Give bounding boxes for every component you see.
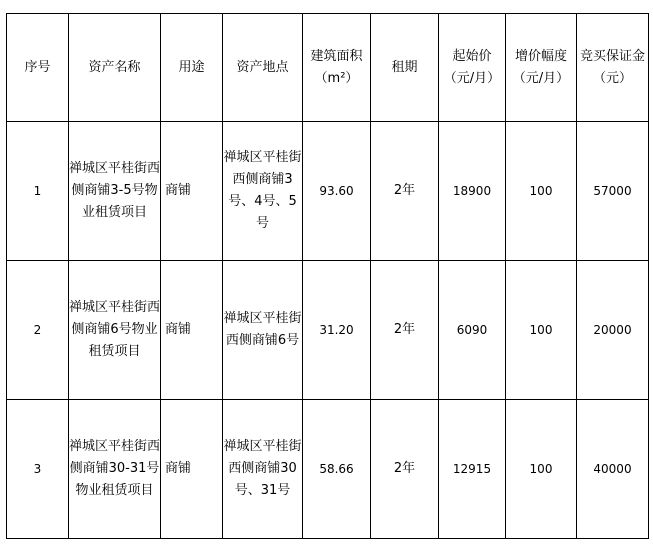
header-area-unit: （m²） — [314, 70, 359, 86]
cell-use: 商铺 — [161, 261, 223, 400]
cell-increment: 100 — [506, 261, 577, 400]
table-row — [7, 261, 649, 400]
asset-lease-table — [6, 13, 649, 539]
cell-term: 2年 — [371, 400, 439, 539]
cell-name: 禅城区平桂街西侧商铺30-31号物业租赁项目 — [69, 400, 161, 539]
cell-increment: 100 — [506, 400, 577, 539]
cell-use: 商铺 — [161, 122, 223, 261]
cell-deposit: 40000 — [577, 400, 649, 539]
cell-deposit: 57000 — [577, 122, 649, 261]
cell-name: 禅城区平桂街西侧商铺6号物业租赁项目 — [69, 261, 161, 400]
header-start-price-label: 起始价 — [452, 48, 492, 64]
header-deposit-label: 竞买保证金 — [579, 48, 645, 64]
header-increment-unit: （元/月） — [512, 70, 570, 86]
header-use: 用途 — [161, 14, 223, 122]
header-start-price — [439, 14, 506, 122]
header-row — [7, 14, 649, 122]
header-area-label: 建筑面积 — [310, 48, 363, 64]
cell-name: 禅城区平桂街西侧商铺3-5号物业租赁项目 — [69, 122, 161, 261]
cell-start-price: 6090 — [439, 261, 506, 400]
header-index: 序号 — [7, 14, 69, 122]
cell-increment: 100 — [506, 122, 577, 261]
cell-start-price: 12915 — [439, 400, 506, 539]
header-location: 资产地点 — [223, 14, 303, 122]
cell-location: 禅城区平桂街西侧商铺30号、31号 — [223, 400, 303, 539]
header-increment-label: 增价幅度 — [514, 48, 567, 64]
cell-location: 禅城区平桂街西侧商铺3号、4号、5号 — [223, 122, 303, 261]
cell-location: 禅城区平桂街西侧商铺6号 — [223, 261, 303, 400]
cell-deposit: 20000 — [577, 261, 649, 400]
cell-area: 31.20 — [303, 261, 371, 400]
cell-start-price: 18900 — [439, 122, 506, 261]
header-deposit — [577, 14, 649, 122]
header-start-price-unit: （元/月） — [443, 70, 501, 86]
cell-index: 2 — [7, 261, 69, 400]
cell-area: 93.60 — [303, 122, 371, 261]
table-row — [7, 122, 649, 261]
cell-index: 1 — [7, 122, 69, 261]
cell-term: 2年 — [371, 122, 439, 261]
header-increment — [506, 14, 577, 122]
header-deposit-unit: （元） — [592, 70, 632, 86]
cell-term: 2年 — [371, 261, 439, 400]
cell-area: 58.66 — [303, 400, 371, 539]
cell-use: 商铺 — [161, 400, 223, 539]
header-name: 资产名称 — [69, 14, 161, 122]
cell-index: 3 — [7, 400, 69, 539]
table-row — [7, 400, 649, 539]
header-term: 租期 — [371, 14, 439, 122]
header-area — [303, 14, 371, 122]
